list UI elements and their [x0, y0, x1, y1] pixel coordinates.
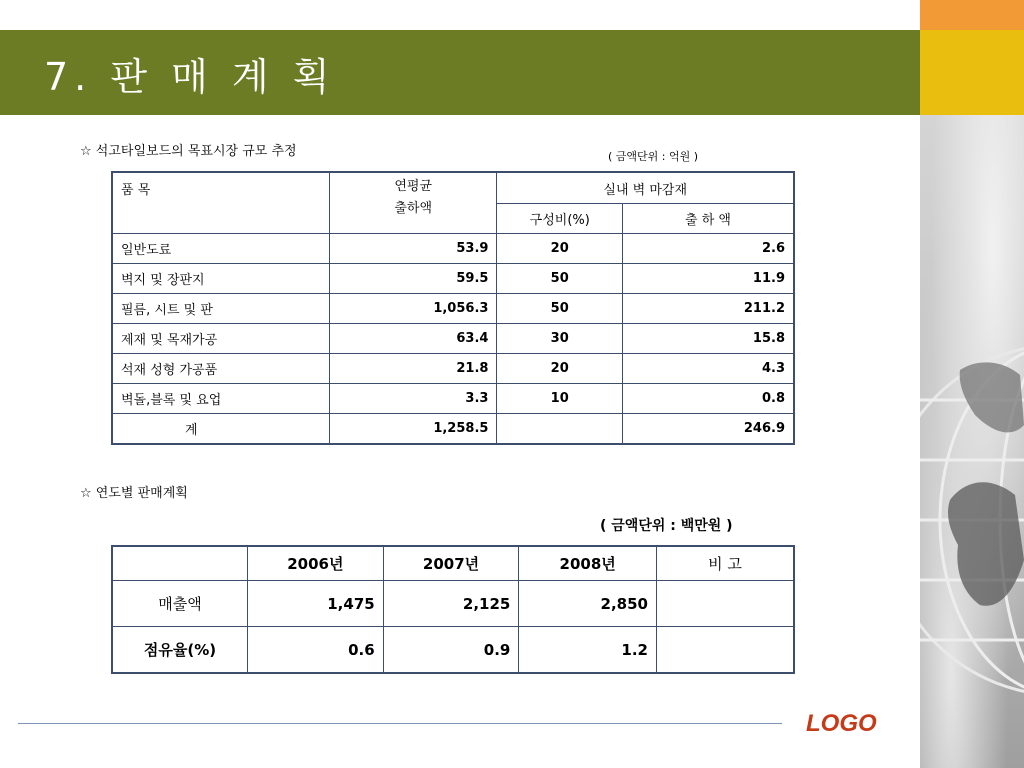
row-ratio: 20 — [497, 234, 623, 264]
total-label: 계 — [112, 414, 329, 445]
header-blank — [112, 546, 248, 581]
table-row — [112, 384, 794, 414]
row-amount: 15.8 — [623, 324, 794, 354]
row-amount: 211.2 — [623, 294, 794, 324]
row-amount: 4.3 — [623, 354, 794, 384]
header-avg — [329, 172, 497, 234]
table-header-row — [112, 172, 794, 204]
row-2007: 2,125 — [383, 581, 519, 627]
row-label: 점유율(%) — [112, 627, 248, 674]
header-2006: 2006년 — [248, 546, 384, 581]
row-note — [656, 627, 794, 674]
side-decoration — [920, 0, 1024, 768]
footer-divider — [18, 723, 782, 724]
page-title: 7. 판 매 계 획 — [44, 55, 336, 99]
row-2008: 2,850 — [519, 581, 657, 627]
header-item — [112, 172, 329, 234]
row-amount: 11.9 — [623, 264, 794, 294]
table-row — [112, 264, 794, 294]
total-amount: 246.9 — [623, 414, 794, 445]
header-avg-line2: 출하액 — [394, 201, 433, 216]
header-avg-line1: 연평균 — [394, 179, 433, 194]
table-row — [112, 581, 794, 627]
table-row — [112, 324, 794, 354]
row-avg: 59.5 — [329, 264, 497, 294]
logo: LOGO — [806, 710, 877, 737]
row-2007: 0.9 — [383, 627, 519, 674]
yellow-accent-block — [920, 30, 1024, 115]
row-note — [656, 581, 794, 627]
row-item: 벽돌,블록 및 요업 — [112, 384, 329, 414]
header-2007: 2007년 — [383, 546, 519, 581]
header-note: 비 고 — [656, 546, 794, 581]
total-ratio — [497, 414, 623, 445]
orange-accent-block — [920, 0, 1024, 30]
sales-plan-table — [111, 545, 795, 674]
row-avg: 3.3 — [329, 384, 497, 414]
header-amount: 출 하 액 — [623, 204, 794, 234]
section2-unit: ( 금액단위 : 백만원 ) — [600, 518, 733, 534]
row-item: 석재 성형 가공품 — [112, 354, 329, 384]
section1-heading: ☆ 석고타일보드의 목표시장 규모 추정 — [80, 144, 297, 159]
row-amount: 0.8 — [623, 384, 794, 414]
row-item: 제재 및 목재가공 — [112, 324, 329, 354]
total-avg: 1,258.5 — [329, 414, 497, 445]
row-item: 일반도료 — [112, 234, 329, 264]
table-total-row — [112, 414, 794, 445]
row-2006: 1,475 — [248, 581, 384, 627]
globe-icon — [920, 330, 1024, 710]
row-ratio: 50 — [497, 264, 623, 294]
row-avg: 1,056.3 — [329, 294, 497, 324]
row-item: 벽지 및 장판지 — [112, 264, 329, 294]
row-ratio: 30 — [497, 324, 623, 354]
row-ratio: 10 — [497, 384, 623, 414]
row-ratio: 50 — [497, 294, 623, 324]
row-amount: 2.6 — [623, 234, 794, 264]
section2-heading: ☆ 연도별 판매계획 — [80, 486, 188, 501]
market-size-table — [111, 171, 795, 445]
row-avg: 21.8 — [329, 354, 497, 384]
row-ratio: 20 — [497, 354, 623, 384]
header-ratio: 구성비(%) — [497, 204, 623, 234]
table-row — [112, 354, 794, 384]
row-avg: 53.9 — [329, 234, 497, 264]
row-2008: 1.2 — [519, 627, 657, 674]
header-item-label: 품 목 — [121, 183, 151, 198]
table-row — [112, 627, 794, 674]
row-item: 필름, 시트 및 판 — [112, 294, 329, 324]
row-avg: 63.4 — [329, 324, 497, 354]
table-row — [112, 234, 794, 264]
section1-unit: ( 금액단위 : 억원 ) — [608, 150, 699, 163]
table-row — [112, 294, 794, 324]
row-2006: 0.6 — [248, 627, 384, 674]
header-2008: 2008년 — [519, 546, 657, 581]
table-header-row — [112, 546, 794, 581]
header-group: 실내 벽 마감재 — [497, 172, 794, 204]
row-label: 매출액 — [112, 581, 248, 627]
